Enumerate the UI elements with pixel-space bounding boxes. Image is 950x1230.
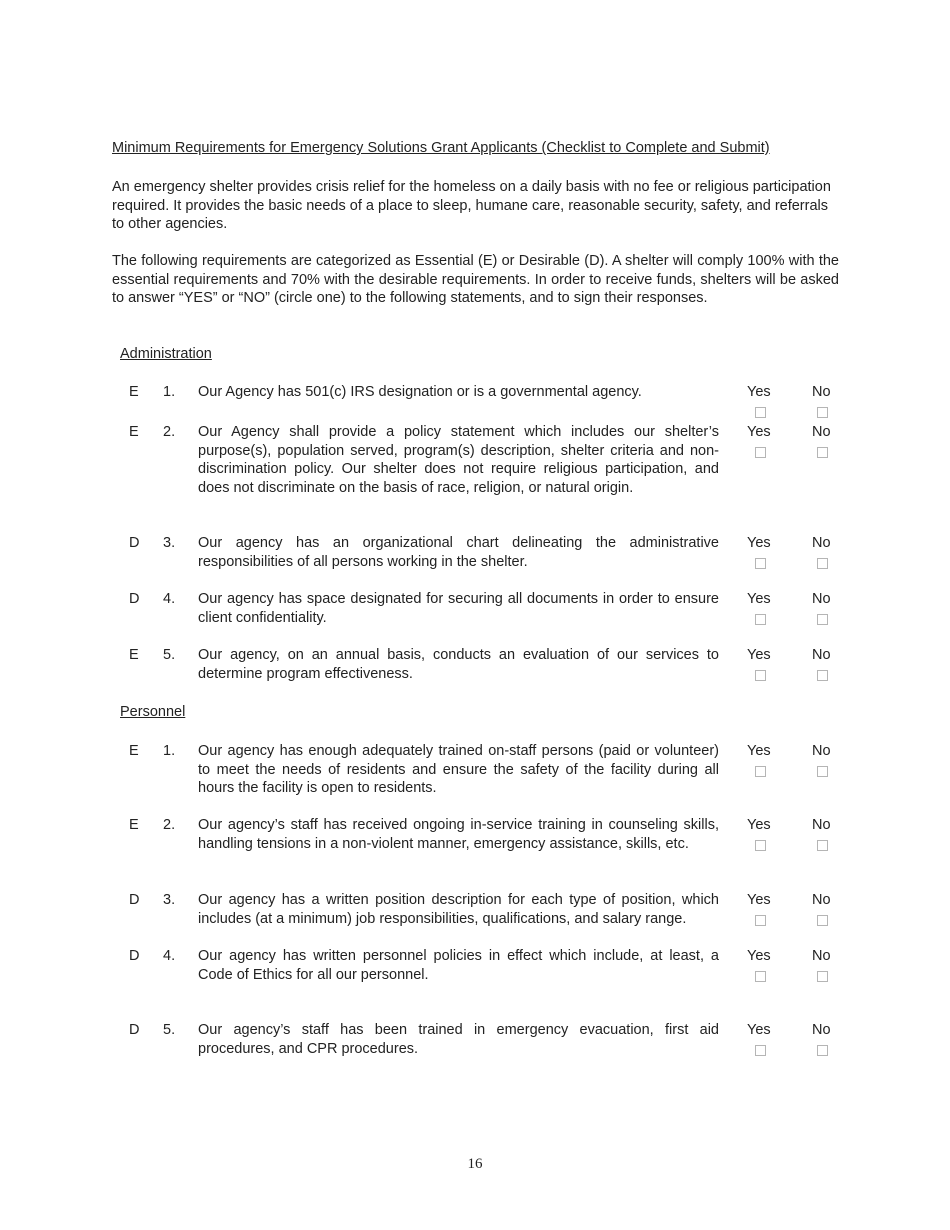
no-label: No — [812, 743, 831, 759]
item-number: 5. — [163, 1022, 176, 1038]
yes-label: Yes — [747, 948, 771, 964]
no-option[interactable] — [812, 423, 836, 458]
yes-option[interactable] — [747, 742, 787, 777]
item-category: E — [129, 817, 139, 833]
item-text: Our agency has a written position description for each type of position, which includes (at a minimum) job responsibilities, qualifications, and salary range. — [198, 892, 719, 927]
yes-label: Yes — [747, 591, 771, 607]
no-option[interactable] — [812, 534, 836, 569]
yes-label: Yes — [747, 424, 771, 440]
yes-label: Yes — [747, 743, 771, 759]
item-text: Our agency has enough adequately trained on-staff persons (paid or volunteer) to meet the needs of residents and ensure the safety of the facility during all hours the facility is open to residents. — [198, 743, 719, 796]
item-category: D — [129, 535, 140, 551]
no-checkbox[interactable] — [817, 840, 828, 851]
no-checkbox[interactable] — [817, 670, 828, 681]
no-label: No — [812, 1022, 831, 1038]
yes-label: Yes — [747, 535, 771, 551]
item-number: 2. — [163, 817, 176, 833]
no-option[interactable] — [812, 947, 836, 982]
yes-option[interactable] — [747, 947, 787, 982]
no-checkbox[interactable] — [817, 447, 828, 458]
item-category: D — [129, 948, 140, 964]
item-category: D — [129, 892, 140, 908]
item-text: Our Agency has 501(c) IRS designation or is a governmental agency. — [198, 384, 642, 400]
yes-option[interactable] — [747, 891, 787, 926]
yes-checkbox[interactable] — [755, 447, 766, 458]
item-category: D — [129, 591, 140, 607]
no-option[interactable] — [812, 383, 836, 418]
yes-option[interactable] — [747, 423, 787, 458]
no-option[interactable] — [812, 590, 836, 625]
yes-option[interactable] — [747, 1021, 787, 1056]
no-checkbox[interactable] — [817, 1045, 828, 1056]
item-category: D — [129, 1022, 140, 1038]
item-number: 4. — [163, 948, 176, 964]
section-heading-personnel: Personnel — [120, 704, 186, 720]
no-checkbox[interactable] — [817, 558, 828, 569]
page-number: 16 — [467, 1156, 483, 1172]
section-heading-administration: Administration — [120, 346, 212, 362]
no-checkbox[interactable] — [817, 971, 828, 982]
yes-label: Yes — [747, 647, 771, 663]
page-title: Minimum Requirements for Emergency Solutions Grant Applicants (Checklist to Complete and Submit) — [112, 140, 770, 156]
yes-checkbox[interactable] — [755, 971, 766, 982]
yes-label: Yes — [747, 892, 771, 908]
no-label: No — [812, 384, 831, 400]
item-number: 3. — [163, 892, 176, 908]
item-text: Our agency has an organizational chart delineating the administrative responsibilities of all persons working in the shelter. — [198, 535, 719, 570]
item-number: 4. — [163, 591, 176, 607]
no-label: No — [812, 892, 831, 908]
item-number: 1. — [163, 743, 176, 759]
no-checkbox[interactable] — [817, 915, 828, 926]
yes-checkbox[interactable] — [755, 558, 766, 569]
no-checkbox[interactable] — [817, 614, 828, 625]
item-text: Our agency has written personnel policies in effect which include, at least, a Code of Ethics for all our personnel. — [198, 948, 719, 983]
yes-label: Yes — [747, 1022, 771, 1038]
item-text: Our agency’s staff has received ongoing in-service training in counseling skills, handling tensions in a non-violent manner, emergency assistance, skills, etc. — [198, 817, 719, 852]
item-category: E — [129, 384, 139, 400]
yes-option[interactable] — [747, 534, 787, 569]
item-number: 2. — [163, 424, 176, 440]
no-checkbox[interactable] — [817, 766, 828, 777]
yes-option[interactable] — [747, 646, 787, 681]
yes-checkbox[interactable] — [755, 1045, 766, 1056]
no-option[interactable] — [812, 1021, 836, 1056]
yes-checkbox[interactable] — [755, 670, 766, 681]
intro-paragraph: An emergency shelter provides crisis relief for the homeless on a daily basis with no fee or religious participation required. It provides the basic needs of a place to sleep, humane care, reasonable security, safety, and referrals to other agencies. — [112, 179, 831, 232]
yes-label: Yes — [747, 384, 771, 400]
item-category: E — [129, 647, 139, 663]
no-label: No — [812, 591, 831, 607]
no-label: No — [812, 647, 831, 663]
item-category: E — [129, 424, 139, 440]
instructions-paragraph: The following requirements are categorized as Essential (E) or Desirable (D). A shelter will comply 100% with the essential requirements and 70% with the desirable requirements. In order to receive funds, shelters will be asked to answer “YES” or “NO” (circle one) to the following statements, and to sign their responses. — [112, 253, 839, 306]
item-category: E — [129, 743, 139, 759]
item-number: 3. — [163, 535, 176, 551]
yes-option[interactable] — [747, 383, 787, 418]
no-option[interactable] — [812, 891, 836, 926]
no-label: No — [812, 948, 831, 964]
no-label: No — [812, 817, 831, 833]
item-text: Our agency, on an annual basis, conducts an evaluation of our services to determine program effectiveness. — [198, 647, 719, 682]
yes-option[interactable] — [747, 816, 787, 851]
no-label: No — [812, 535, 831, 551]
no-label: No — [812, 424, 831, 440]
yes-checkbox[interactable] — [755, 766, 766, 777]
yes-checkbox[interactable] — [755, 840, 766, 851]
item-text: Our Agency shall provide a policy statement which includes our shelter’s purpose(s), population served, program(s) description, shelter criteria and non-discrimination policy. Our shelter does not require religious participation, and does not discriminate on the basis of race, religion, or natural origin. — [198, 424, 719, 496]
yes-option[interactable] — [747, 590, 787, 625]
no-option[interactable] — [812, 742, 836, 777]
item-number: 1. — [163, 384, 176, 400]
item-text: Our agency’s staff has been trained in emergency evacuation, first aid procedures, and CPR procedures. — [198, 1022, 719, 1057]
yes-checkbox[interactable] — [755, 614, 766, 625]
item-number: 5. — [163, 647, 176, 663]
yes-checkbox[interactable] — [755, 407, 766, 418]
item-text: Our agency has space designated for securing all documents in order to ensure client confidentiality. — [198, 591, 719, 626]
no-option[interactable] — [812, 646, 836, 681]
no-checkbox[interactable] — [817, 407, 828, 418]
yes-checkbox[interactable] — [755, 915, 766, 926]
no-option[interactable] — [812, 816, 836, 851]
yes-label: Yes — [747, 817, 771, 833]
